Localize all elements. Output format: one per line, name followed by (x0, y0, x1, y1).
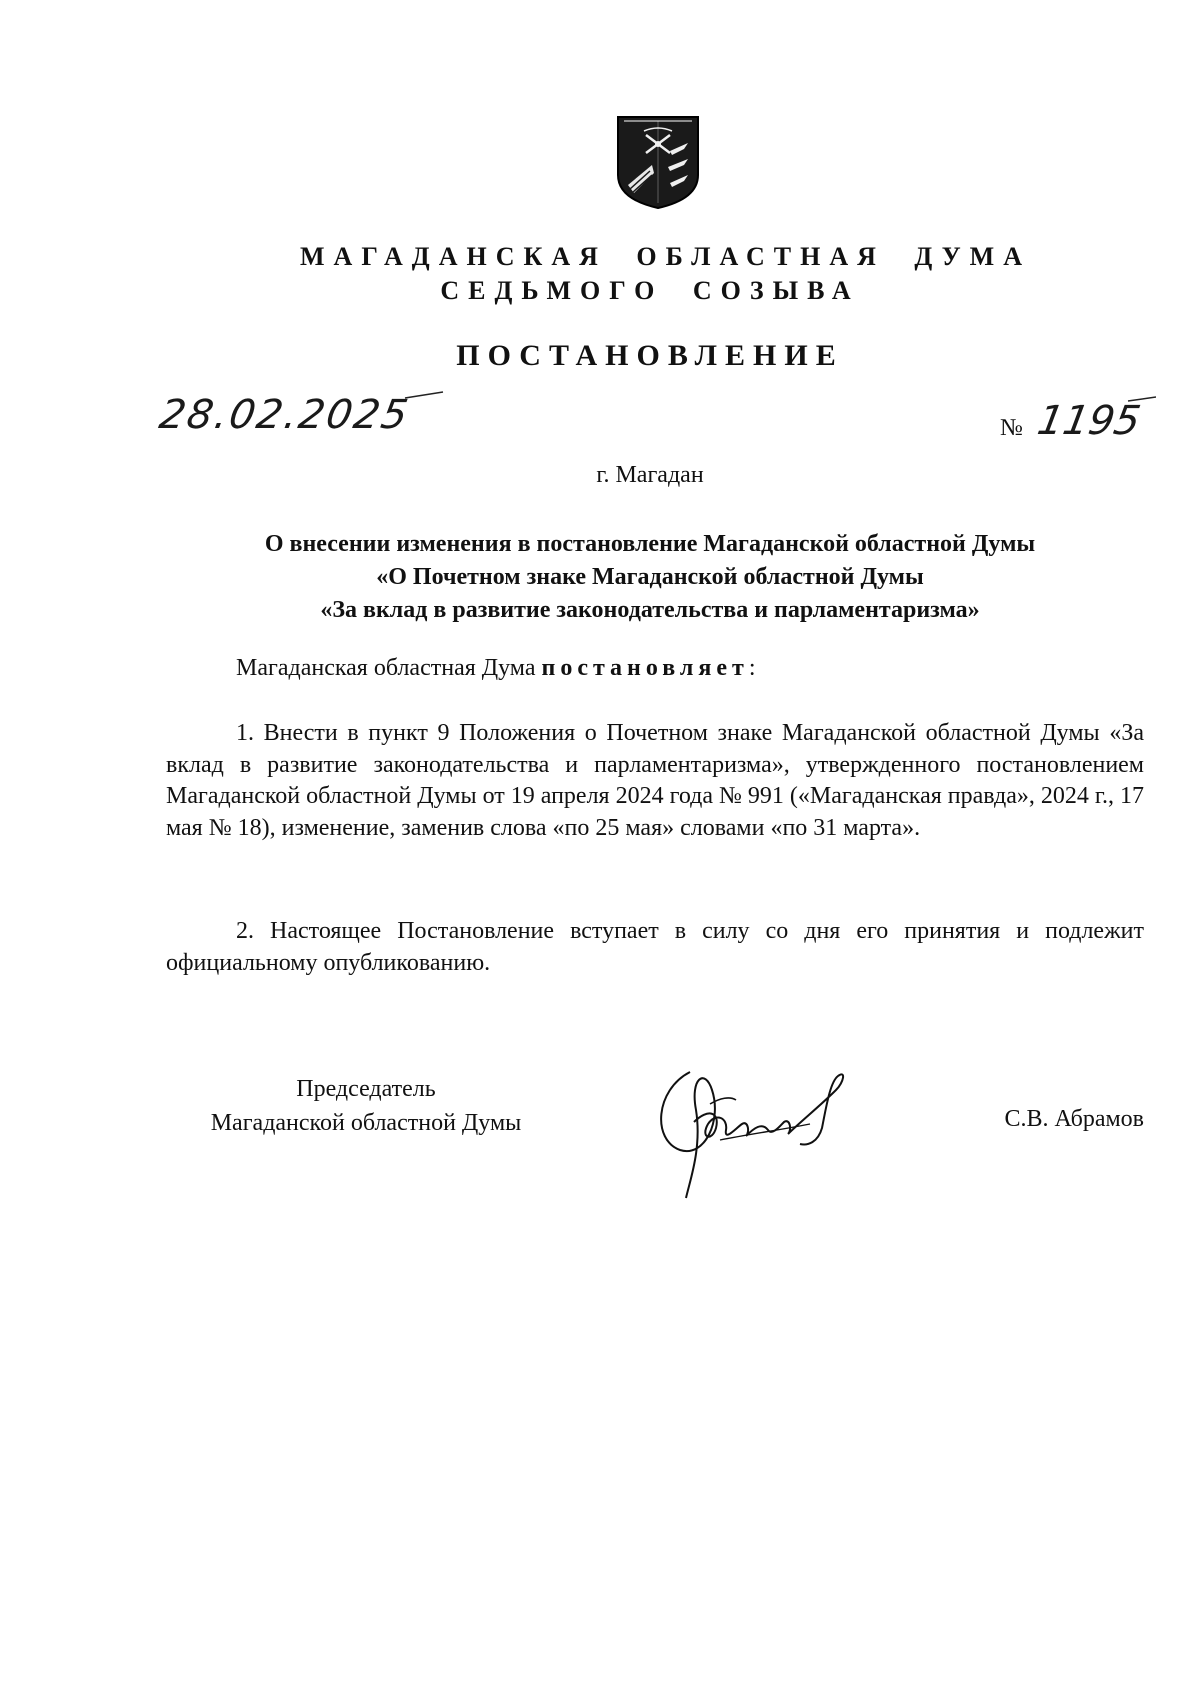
preamble-colon: : (748, 655, 756, 681)
document-title (160, 528, 1140, 627)
coat-of-arms-emblem (614, 113, 702, 211)
handwritten-date: 28.02.2025 (155, 392, 414, 438)
city: г. Магадан (596, 462, 704, 488)
organization-name: МАГАДАНСКАЯ ОБЛАСТНАЯ ДУМА (300, 242, 1031, 271)
position-line-2: Магаданской областной Думы (210, 1110, 522, 1136)
preamble (236, 655, 755, 682)
preamble-verb: постановляет (541, 655, 749, 681)
handwritten-number: 1195 (1033, 398, 1144, 444)
paragraph-1: 1. Внести в пункт 9 Положения о Почетном знаке Магаданской областной Думы «За вклад в развитие законодательства и парламентаризма», утвержденного постановлением Магаданской областной Думы от 19 апреля 2024 года № 991 («Магаданская правда», 2024 г., 17 мая № 18), изменение, заменив слова «по 25 мая» словами «по 31 марта». (166, 720, 1144, 841)
title-line-2: «О Почетном знаке Магаданской областной Думы (376, 564, 924, 590)
position-line-1: Председатель (296, 1076, 436, 1102)
document-type: ПОСТАНОВЛЕНИЕ (456, 339, 844, 372)
signatory-name: С.В. Абрамов (1004, 1106, 1144, 1132)
handwritten-signature (650, 1050, 860, 1200)
convocation: СЕДЬМОГО СОЗЫВА (440, 276, 860, 305)
preamble-text: Магаданская областная Дума (236, 655, 536, 681)
number-sign: № (1000, 415, 1023, 441)
title-line-3: «За вклад в развитие законодательства и парламентаризма» (320, 597, 980, 623)
signatory-position (166, 1072, 566, 1140)
title-line-1: О внесении изменения в постановление Магаданской областной Думы (264, 531, 1036, 557)
paragraph-2: 2. Настоящее Постановление вступает в силу со дня его принятия и подлежит официальному опубликованию. (166, 918, 1144, 976)
